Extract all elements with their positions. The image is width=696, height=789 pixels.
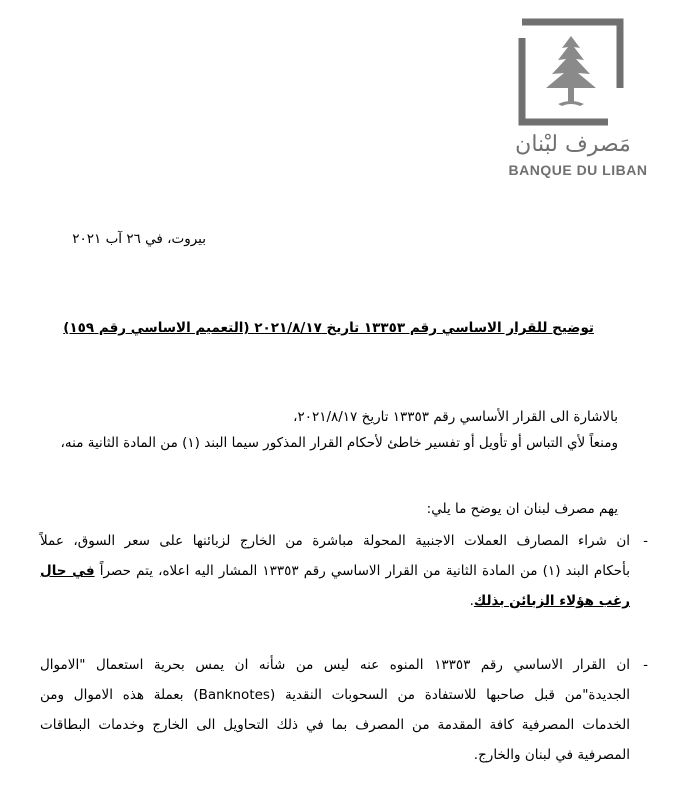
cedar-logo-icon: [518, 18, 624, 126]
bullet-line-tail: .: [469, 593, 474, 609]
bullet-line: ان شراء المصارف العملات الاجنبية المحولة مباشرة من الخارج لزبائنها على سعر السوق، عملاً: [40, 533, 630, 549]
bullet-line-text: بأحكام البند (١) من المادة الثانية من القرار الاساسي رقم ١٣٣٥٣ المشار اليه اعلاه، يتم حصراً: [99, 563, 630, 579]
bullet-line: ان القرار الاساسي رقم ١٣٣٥٣ المنوه عنه ليس من شأنه ان يمس بحرية استعمال "الاموال: [40, 657, 630, 673]
emphasis-text: في حال: [40, 563, 95, 579]
bullet-dash: -: [643, 533, 648, 549]
document-title: توضيح للقرار الاساسي رقم ١٣٣٥٣ تاريخ ٢٠٢١/٨/١٧ (التعميم الاساسي رقم ١٥٩): [63, 320, 594, 336]
intro-line: بالاشارة الى القرار الأساسي رقم ١٣٣٥٣ تاريخ ٢٠٢١/٨/١٧،: [293, 409, 618, 425]
logo-arabic-name: مَصرف لبْنان: [515, 132, 631, 157]
bullet-line: الجديدة"من قبل صاحبها للاستفادة من السحوبات النقدية (Banknotes) بعملة هذه الاموال ومن: [40, 687, 630, 703]
bullet-line: الخدمات المصرفية كافة المقدمة من المصرف بما في ذلك التحاويل الى الخارج وخدمات البطاقات: [40, 717, 630, 733]
intro-line: ومنعاً لأي التباس أو تأويل أو تفسير خاطئ لأحكام القرار المذكور سيما البند (١) من المادة الثانية منه،: [60, 435, 618, 451]
emphasis-text: رغب هؤلاء الزبائن بذلك: [473, 593, 630, 609]
logo-latin-name: BANQUE DU LIBAN: [508, 162, 648, 178]
bullet-line: المصرفية في لبنان والخارج.: [473, 747, 630, 763]
bank-logo: [498, 14, 668, 194]
bullet-line: [40, 586, 630, 616]
bullet-dash: -: [643, 657, 648, 673]
date-line: بيروت، في ٢٦ آب ٢٠٢١: [72, 231, 206, 247]
intro-paragraph: [0, 404, 618, 456]
bullet-item: [40, 526, 648, 616]
bullet-line: [40, 556, 630, 586]
bullet-item: [40, 650, 648, 770]
lead-line: يهم مصرف لبنان ان يوضح ما يلي:: [426, 501, 618, 517]
